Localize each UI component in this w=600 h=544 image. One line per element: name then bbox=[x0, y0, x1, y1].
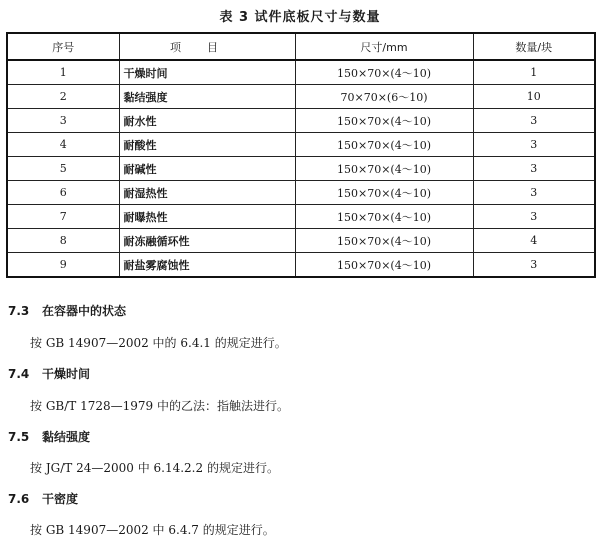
cell-seq: 5 bbox=[7, 157, 119, 181]
section-number: 7.4 bbox=[8, 367, 30, 381]
header-item: 项目 bbox=[119, 33, 295, 60]
section-body-7-3: 按 GB 14907—2002 中的 6.4.1 的规定进行。 bbox=[30, 336, 287, 350]
cell-seq: 7 bbox=[7, 205, 119, 229]
cell-qty: 10 bbox=[473, 85, 595, 109]
table-title: 表 3 试件底板尺寸与数量 bbox=[219, 10, 381, 25]
cell-item: 耐盐雾腐蚀性 bbox=[119, 253, 295, 278]
cell-item: 耐冻融循环性 bbox=[119, 229, 295, 253]
section-body-7-4: 按 GB/T 1728—1979 中的乙法：指触法进行。 bbox=[30, 399, 289, 413]
header-seq: 序号 bbox=[7, 33, 119, 60]
cell-dim: 150×70×(4～10) bbox=[295, 253, 473, 278]
cell-dim: 70×70×(6～10) bbox=[295, 85, 473, 109]
cell-item: 耐碱性 bbox=[119, 157, 295, 181]
cell-dim: 150×70×(4～10) bbox=[295, 157, 473, 181]
cell-qty: 3 bbox=[473, 109, 595, 133]
table-header-row bbox=[7, 33, 595, 60]
cell-dim: 150×70×(4～10) bbox=[295, 133, 473, 157]
cell-qty: 4 bbox=[473, 229, 595, 253]
cell-qty: 3 bbox=[473, 133, 595, 157]
cell-item: 耐曝热性 bbox=[119, 205, 295, 229]
cell-seq: 8 bbox=[7, 229, 119, 253]
cell-qty: 3 bbox=[473, 157, 595, 181]
section-heading-7-4 bbox=[8, 365, 90, 382]
section-body-7-5: 按 JG/T 24—2000 中 6.14.2.2 的规定进行。 bbox=[30, 461, 279, 475]
section-heading-7-6 bbox=[8, 490, 78, 507]
cell-item: 耐水性 bbox=[119, 109, 295, 133]
section-title: 黏结强度 bbox=[42, 430, 91, 444]
cell-seq: 9 bbox=[7, 253, 119, 278]
cell-seq: 6 bbox=[7, 181, 119, 205]
cell-seq: 3 bbox=[7, 109, 119, 133]
table-row bbox=[7, 85, 595, 109]
cell-qty: 3 bbox=[473, 205, 595, 229]
cell-item: 黏结强度 bbox=[119, 85, 295, 109]
section-heading-7-3 bbox=[8, 302, 126, 319]
section-heading-7-5 bbox=[8, 428, 90, 445]
cell-dim: 150×70×(4～10) bbox=[295, 205, 473, 229]
section-number: 7.3 bbox=[8, 304, 30, 318]
cell-qty: 3 bbox=[473, 253, 595, 278]
cell-qty: 3 bbox=[473, 181, 595, 205]
section-number: 7.6 bbox=[8, 492, 30, 506]
cell-seq: 1 bbox=[7, 60, 119, 85]
cell-item: 干燥时间 bbox=[119, 60, 295, 85]
cell-seq: 4 bbox=[7, 133, 119, 157]
cell-dim: 150×70×(4～10) bbox=[295, 229, 473, 253]
cell-dim: 150×70×(4～10) bbox=[295, 181, 473, 205]
header-qty: 数量/块 bbox=[473, 33, 595, 60]
cell-item: 耐酸性 bbox=[119, 133, 295, 157]
section-body-7-6: 按 GB 14907—2002 中 6.4.7 的规定进行。 bbox=[30, 523, 275, 537]
table-row bbox=[7, 133, 595, 157]
table-row bbox=[7, 109, 595, 133]
table-row bbox=[7, 253, 595, 278]
section-number: 7.5 bbox=[8, 430, 30, 444]
cell-item: 耐湿热性 bbox=[119, 181, 295, 205]
table-row bbox=[7, 205, 595, 229]
table-row bbox=[7, 60, 595, 85]
table-row bbox=[7, 181, 595, 205]
cell-dim: 150×70×(4～10) bbox=[295, 60, 473, 85]
section-title: 干燥时间 bbox=[42, 367, 91, 381]
cell-seq: 2 bbox=[7, 85, 119, 109]
cell-qty: 1 bbox=[473, 60, 595, 85]
table-row bbox=[7, 229, 595, 253]
specimen-table bbox=[6, 32, 596, 278]
section-title: 在容器中的状态 bbox=[42, 304, 127, 318]
table-row bbox=[7, 157, 595, 181]
cell-dim: 150×70×(4～10) bbox=[295, 109, 473, 133]
section-title: 干密度 bbox=[42, 492, 79, 506]
header-dim: 尺寸/mm bbox=[295, 33, 473, 60]
